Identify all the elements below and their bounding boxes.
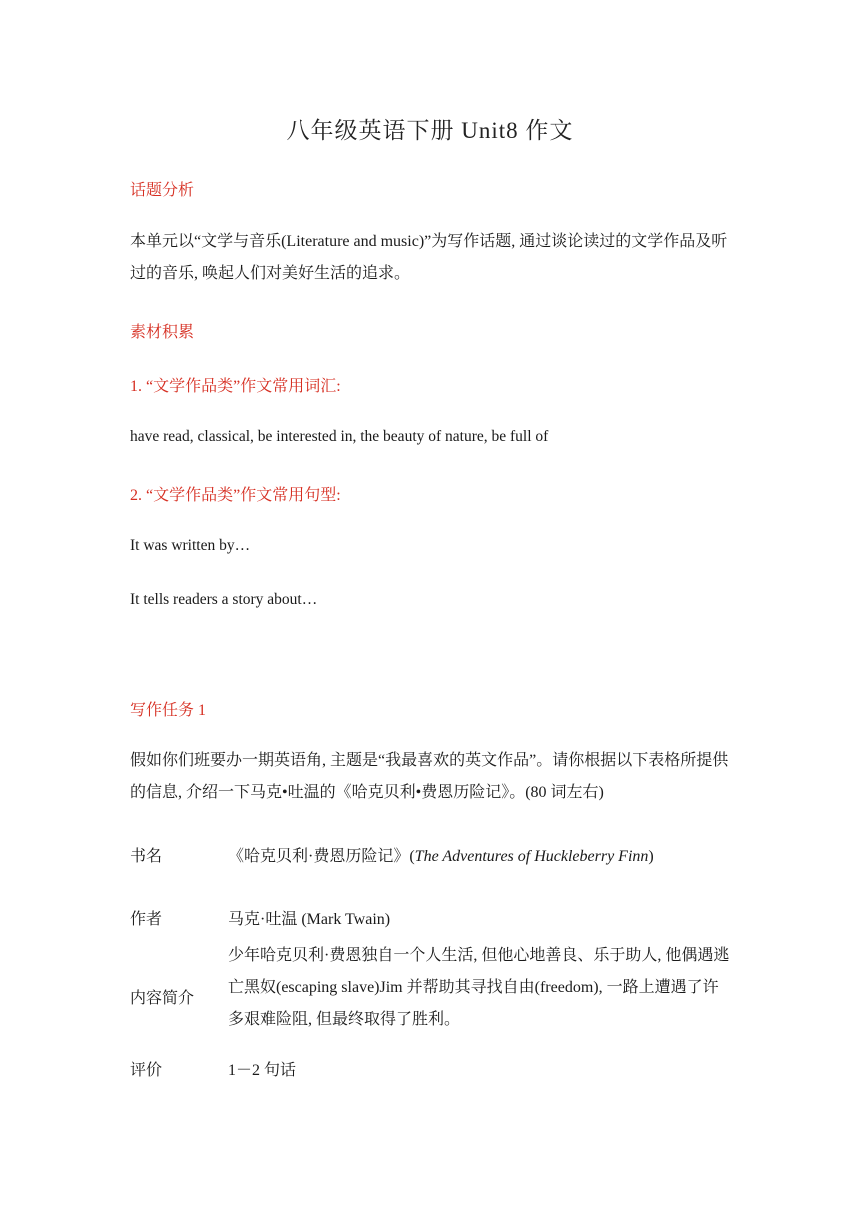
vocab-text: have read, classical, be interested in, the beauty of nature, be full of	[130, 428, 549, 445]
book-title-cn: 《哈克贝利·费恩历险记》(	[228, 848, 415, 865]
pattern-sentence-2: It tells readers a story about…	[130, 591, 318, 608]
summary-label: 内容简介	[130, 990, 195, 1007]
book-title-close: )	[648, 848, 654, 865]
page-title: 八年级英语下册 Unit8 作文	[286, 118, 574, 143]
review-label: 评价	[130, 1062, 163, 1079]
author-value: 马克·吐温 (Mark Twain)	[228, 911, 391, 928]
book-title-en: The Adventures of Huckleberry Finn	[414, 848, 649, 865]
book-value	[228, 843, 654, 866]
vocab-heading: 1. “文学作品类”作文常用词汇:	[130, 378, 341, 395]
task-heading: 写作任务 1	[130, 702, 207, 719]
pattern-sentence-1: It was written by…	[130, 537, 251, 554]
summary-value: 少年哈克贝利·费恩独自一个人生活, 但他心地善良、乐于助人, 他偶遇逃亡黑奴(escaping slave)Jim 并帮助其寻找自由(freedom), 一路上遭遇了许多艰难险阻, 但最终取得了胜利。	[228, 947, 730, 1028]
author-label: 作者	[130, 911, 163, 928]
material-heading: 素材积累	[130, 324, 195, 341]
book-label: 书名	[130, 848, 163, 865]
topic-heading: 话题分析	[130, 182, 195, 199]
pattern-heading: 2. “文学作品类”作文常用句型:	[130, 487, 341, 504]
task-paragraph: 假如你们班要办一期英语角, 主题是“我最喜欢的英文作品”。请你根据以下表格所提供的信息, 介绍一下马克•吐温的《哈克贝利•费恩历险记》。(80 词左右)	[130, 752, 729, 801]
topic-paragraph: 本单元以“文学与音乐(Literature and music)”为写作话题, 通过谈论读过的文学作品及听过的音乐, 唤起人们对美好生活的追求。	[130, 233, 728, 282]
review-value: 1－2 句话	[228, 1062, 297, 1079]
